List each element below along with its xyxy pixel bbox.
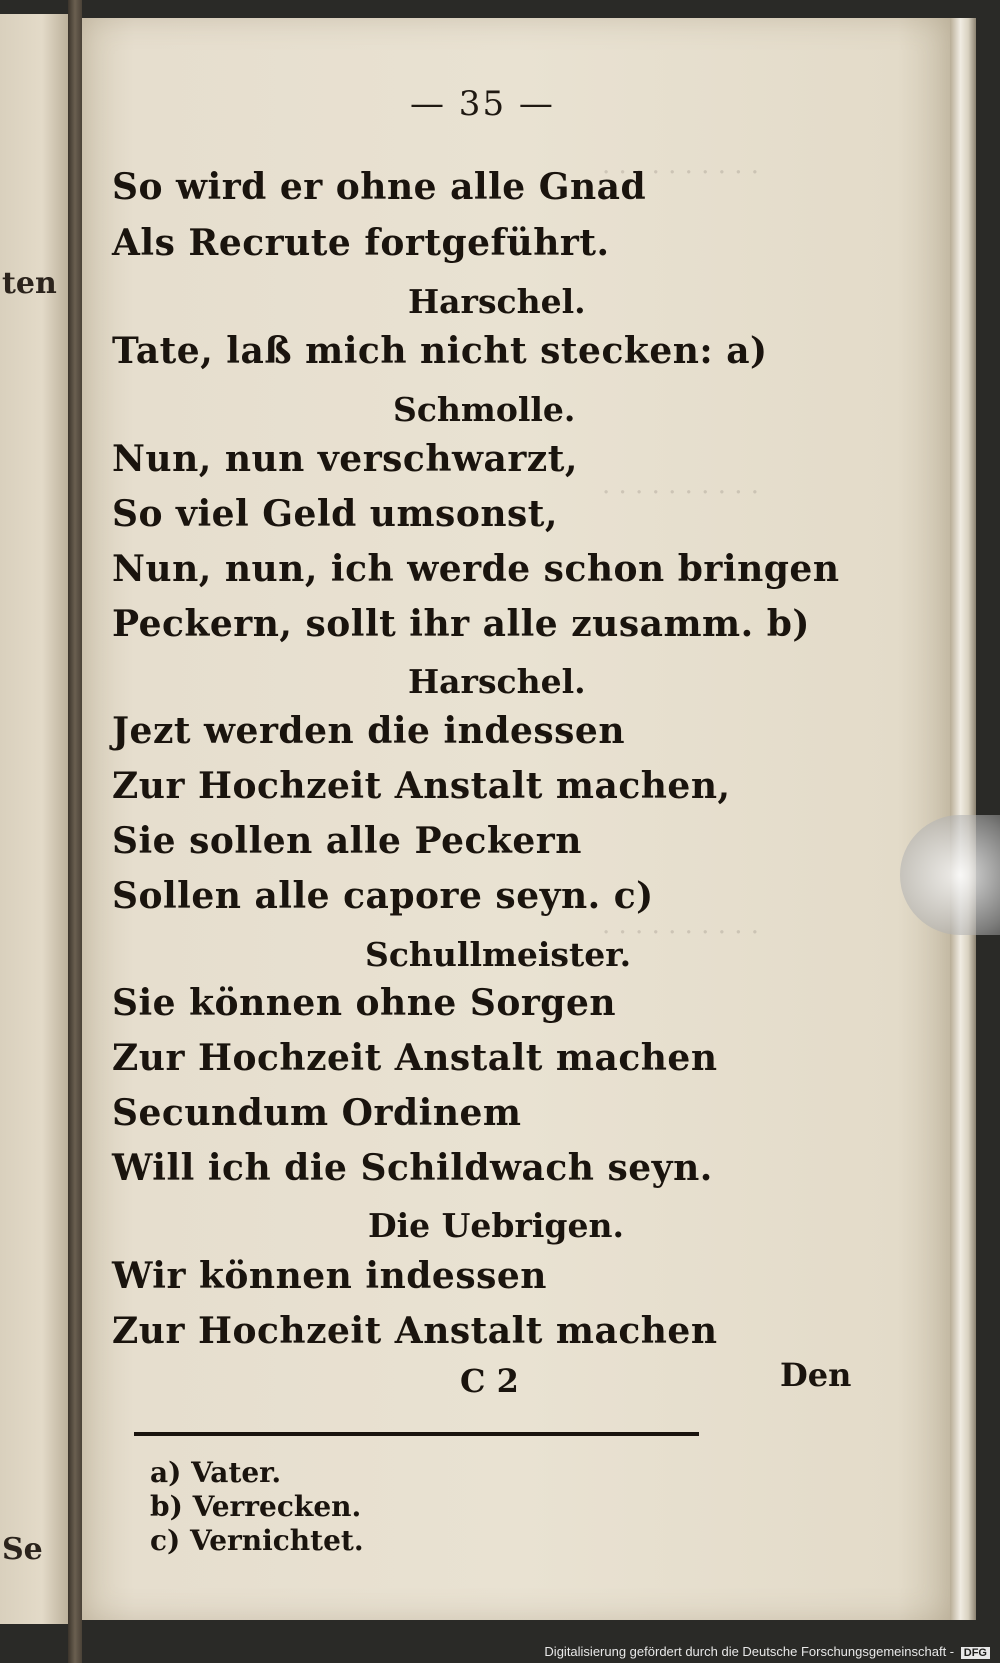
footnote: [150, 1490, 361, 1523]
footnote-text: Verrecken.: [192, 1490, 362, 1523]
verse-line: Jezt werden die indessen: [112, 710, 626, 752]
signature-mark: C 2: [460, 1362, 519, 1400]
verse-line: Wir können indessen: [112, 1255, 547, 1297]
left-page: [0, 14, 70, 1624]
credit-text: Digitalisierung gefördert durch die Deutsche Forschungsgemeinschaft -: [544, 1644, 955, 1659]
verse-line: Zur Hochzeit Anstalt machen: [112, 1037, 718, 1079]
verse-line: Zur Hochzeit Anstalt machen: [112, 1310, 718, 1352]
left-page-fragment: Se: [2, 1532, 43, 1567]
speaker-name: Schullmeister.: [365, 935, 632, 974]
verse-line: Secundum Ordinem: [112, 1092, 522, 1134]
footnote-mark: a): [150, 1456, 182, 1489]
footnote-mark: c): [150, 1524, 181, 1557]
dfg-logo: DFG: [961, 1647, 990, 1659]
verse-line: Tate, laß mich nicht stecken: a): [112, 330, 768, 372]
footnote-rule: [134, 1432, 699, 1436]
footnote: [150, 1524, 364, 1557]
speaker-name: Harschel.: [408, 662, 586, 701]
footnote-mark: b): [150, 1490, 183, 1523]
show-through-text: · · · · · · · · · ·: [602, 478, 760, 508]
book-gutter: [68, 0, 82, 1663]
verse-line: Nun, nun verschwarzt,: [112, 438, 578, 480]
show-through-text: · · · · · · · · · ·: [602, 918, 760, 948]
footnote: [150, 1456, 281, 1489]
show-through-text: · · · · · · · · · ·: [602, 158, 760, 188]
verse-line: Sie können ohne Sorgen: [112, 982, 617, 1024]
page-number: — 35 —: [410, 84, 555, 124]
left-page-fragment: ten: [2, 266, 57, 301]
verse-line: Sollen alle capore seyn. c): [112, 875, 654, 917]
footnote-text: Vernichtet.: [190, 1524, 364, 1557]
speaker-name: Harschel.: [408, 282, 586, 321]
verse-line: Als Recrute fortgeführt.: [112, 222, 610, 264]
verse-line: Peckern, sollt ihr alle zusamm. b): [112, 603, 810, 645]
verse-line: Zur Hochzeit Anstalt machen,: [112, 765, 731, 807]
verse-line: Sie sollen alle Peckern: [112, 820, 582, 862]
verse-line: So viel Geld umsonst,: [112, 493, 558, 535]
verse-line: Will ich die Schildwach seyn.: [112, 1147, 713, 1189]
digitization-credit: [544, 1644, 990, 1659]
footnote-text: Vater.: [191, 1456, 282, 1489]
verse-line: So wird er ohne alle Gnad: [112, 166, 647, 208]
catchword: Den: [780, 1356, 852, 1394]
verse-line: Nun, nun, ich werde schon bringen: [112, 548, 840, 590]
speaker-name: Die Uebrigen.: [368, 1206, 624, 1245]
speaker-name: Schmolle.: [393, 390, 576, 429]
